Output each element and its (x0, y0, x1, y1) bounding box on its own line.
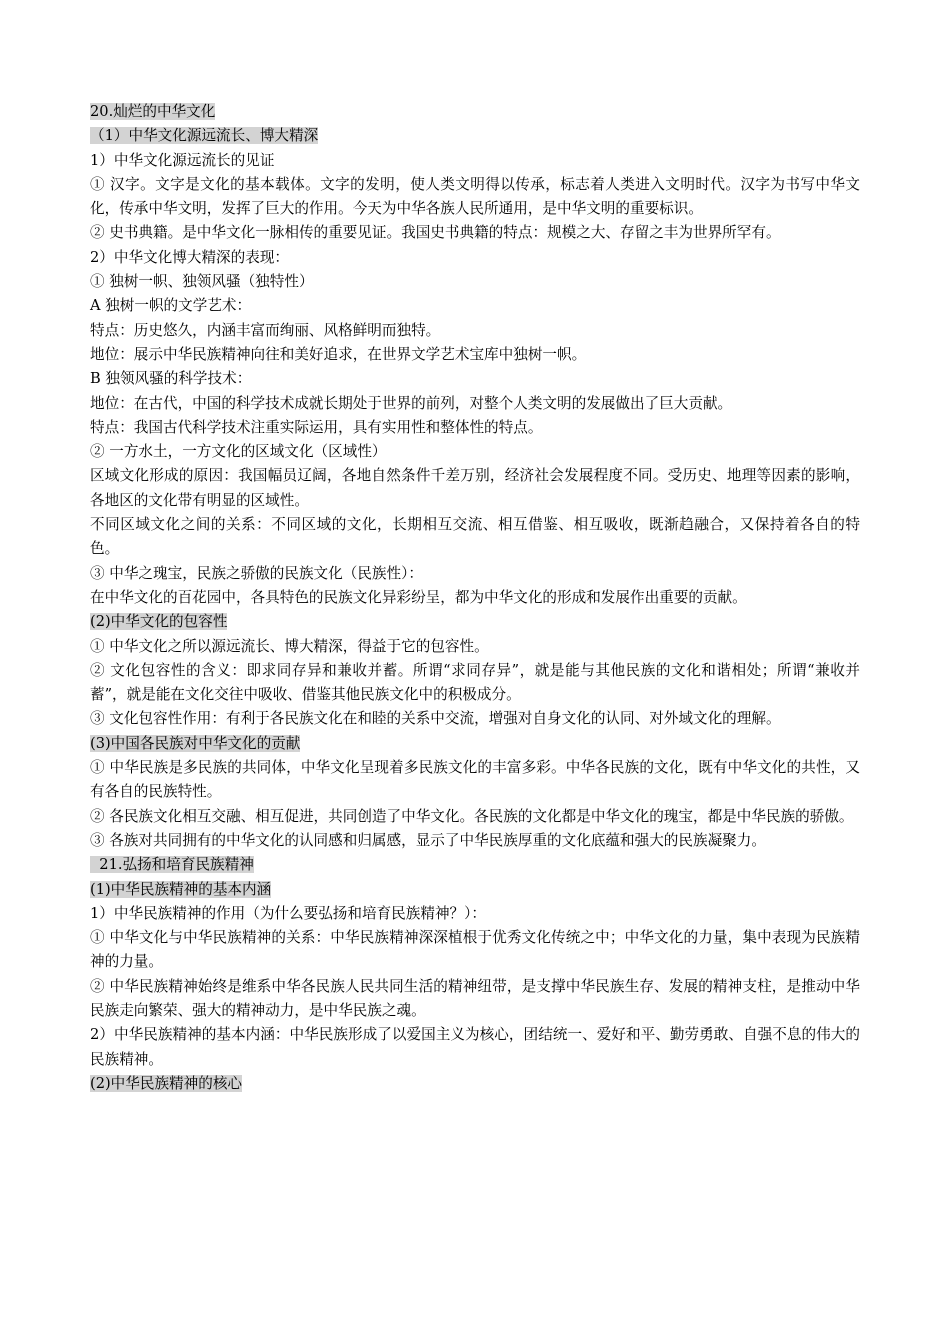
paragraph-text: 特点：历史悠久，内涵丰富而绚丽、风格鲜明而独特。 (90, 321, 441, 339)
paragraph (90, 562, 860, 586)
paragraph-text: ② 一方水土，一方文化的区域文化（区域性） (90, 443, 387, 461)
paragraph (90, 392, 860, 416)
paragraph-text: ③ 各族对共同拥有的中华文化的认同感和归属感，显示了中华民族厚重的文化底蕴和强大的民族凝聚力。 (90, 831, 766, 849)
paragraph-text: A 独树一帜的文学艺术： (90, 297, 252, 315)
paragraph (90, 756, 860, 805)
section-heading (90, 732, 860, 756)
paragraph (90, 805, 860, 829)
paragraph (90, 221, 860, 245)
document-page (90, 100, 860, 1096)
heading-text: (3)中国各民族对中华文化的贡献 (90, 734, 301, 752)
paragraph-text: B 独领风骚的科学技术： (90, 370, 252, 388)
section-heading (90, 878, 860, 902)
heading-text: 20.灿烂的中华文化 (90, 103, 216, 120)
paragraph-text: ① 中华文化之所以源远流长、博大精深，得益于它的包容性。 (90, 637, 489, 655)
paragraph (90, 464, 860, 513)
heading-text: （1）中华文化源远流长、博大精深 (90, 127, 319, 145)
paragraph (90, 1023, 860, 1072)
paragraph-text: ① 汉字。文字是文化的基本载体。文字的发明，使人类文明得以传承，标志着人类进入文明时代。汉字为书写中华文化，传承中华文明，发挥了巨大的作用。今天为中华各族人民所通用，是中华文明的重要标识。 (90, 175, 860, 218)
paragraph-text: ① 中华文化与中华民族精神的关系：中华民族精神深深植根于优秀文化传统之中；中华文化的力量，集中表现为民族精神的力量。 (90, 929, 860, 971)
paragraph (90, 586, 860, 610)
paragraph (90, 246, 860, 270)
paragraph-text: 地位：展示中华民族精神向往和美好追求，在世界文学艺术宝库中独树一帜。 (90, 345, 587, 363)
paragraph (90, 270, 860, 294)
paragraph (90, 343, 860, 367)
paragraph-text: ③ 文化包容性作用：有利于各民族文化在和睦的关系中交流，增强对自身文化的认同、对外域文化的理解。 (90, 710, 781, 728)
paragraph (90, 440, 860, 464)
paragraph (90, 513, 860, 562)
paragraph-text: ① 独树一帜、独领风骚（独特性） (90, 273, 314, 291)
paragraph-text: 1）中华文化源远流长的见证 (90, 151, 275, 169)
section-heading (90, 853, 860, 877)
heading-text: (1)中华民族精神的基本内涵 (90, 880, 272, 898)
paragraph (90, 173, 860, 222)
paragraph-text: ② 各民族文化相互交融、相互促进，共同创造了中华文化。各民族的文化都是中华文化的瑰宝，都是中华民族的骄傲。 (90, 807, 854, 825)
section-heading (90, 124, 860, 148)
paragraph (90, 975, 860, 1024)
paragraph-text: 在中华文化的百花园中，各具特色的民族文化异彩纷呈，都为中华文化的形成和发展作出重要的贡献。 (90, 588, 747, 606)
heading-text: (2)中华民族精神的核心 (90, 1074, 243, 1092)
heading-text: 21.弘扬和培育民族精神 (90, 856, 254, 874)
paragraph (90, 416, 860, 440)
heading-text: (2)中华文化的包容性 (90, 613, 228, 631)
paragraph (90, 659, 860, 708)
paragraph (90, 319, 860, 343)
paragraph (90, 829, 860, 853)
paragraph-text: 不同区域文化之间的关系：不同区域的文化，长期相互交流、相互借鉴、相互吸收，既渐趋融合，又保持着各自的特色。 (90, 516, 860, 558)
paragraph-text: ② 文化包容性的含义：即求同存异和兼收并蓄。所谓“求同存异”，就是能与其他民族的文化和谐相处；所谓“兼收并蓄”，就是能在文化交往中吸收、借鉴其他民族文化中的积极成分。 (90, 661, 860, 704)
paragraph (90, 294, 860, 318)
section-heading (90, 1072, 860, 1096)
paragraph-text: 2）中华文化博大精深的表现： (90, 248, 290, 266)
section-heading (90, 610, 860, 634)
paragraph-text: 地位：在古代，中国的科学技术成就长期处于世界的前列，对整个人类文明的发展做出了巨大贡献。 (90, 394, 733, 412)
paragraph-text: ② 中华民族精神始终是维系中华各民族人民共同生活的精神纽带，是支撑中华民族生存、发展的精神支柱，是推动中华民族走向繁荣、强大的精神动力，是中华民族之魂。 (90, 977, 860, 1019)
paragraph (90, 707, 860, 731)
paragraph-text: 2）中华民族精神的基本内涵：中华民族形成了以爱国主义为核心，团结统一、爱好和平、勤劳勇敢、自强不息的伟大的民族精神。 (90, 1026, 860, 1068)
paragraph-text: 区域文化形成的原因：我国幅员辽阔，各地自然条件千差万别，经济社会发展程度不同。受历史、地理等因素的影响，各地区的文化带有明显的区域性。 (90, 467, 860, 509)
paragraph (90, 367, 860, 391)
section-heading (90, 100, 860, 124)
paragraph (90, 902, 860, 926)
paragraph-text: 特点：我国古代科学技术注重实际运用，具有实用性和整体性的特点。 (90, 418, 543, 436)
paragraph (90, 149, 860, 173)
paragraph-text: 1）中华民族精神的作用（为什么要弘扬和培育民族精神？）： (90, 904, 487, 922)
paragraph (90, 926, 860, 975)
paragraph-text: ③ 中华之瑰宝，民族之骄傲的民族文化（民族性）： (90, 564, 423, 582)
paragraph-text: ① 中华民族是多民族的共同体，中华文化呈现着多民族文化的丰富多彩。中华各民族的文化，既有中华文化的共性，又有各自的民族特性。 (90, 759, 860, 801)
paragraph (90, 635, 860, 659)
paragraph-text: ② 史书典籍。是中华文化一脉相传的重要见证。我国史书典籍的特点：规模之大、存留之丰为世界所罕有。 (90, 224, 781, 242)
